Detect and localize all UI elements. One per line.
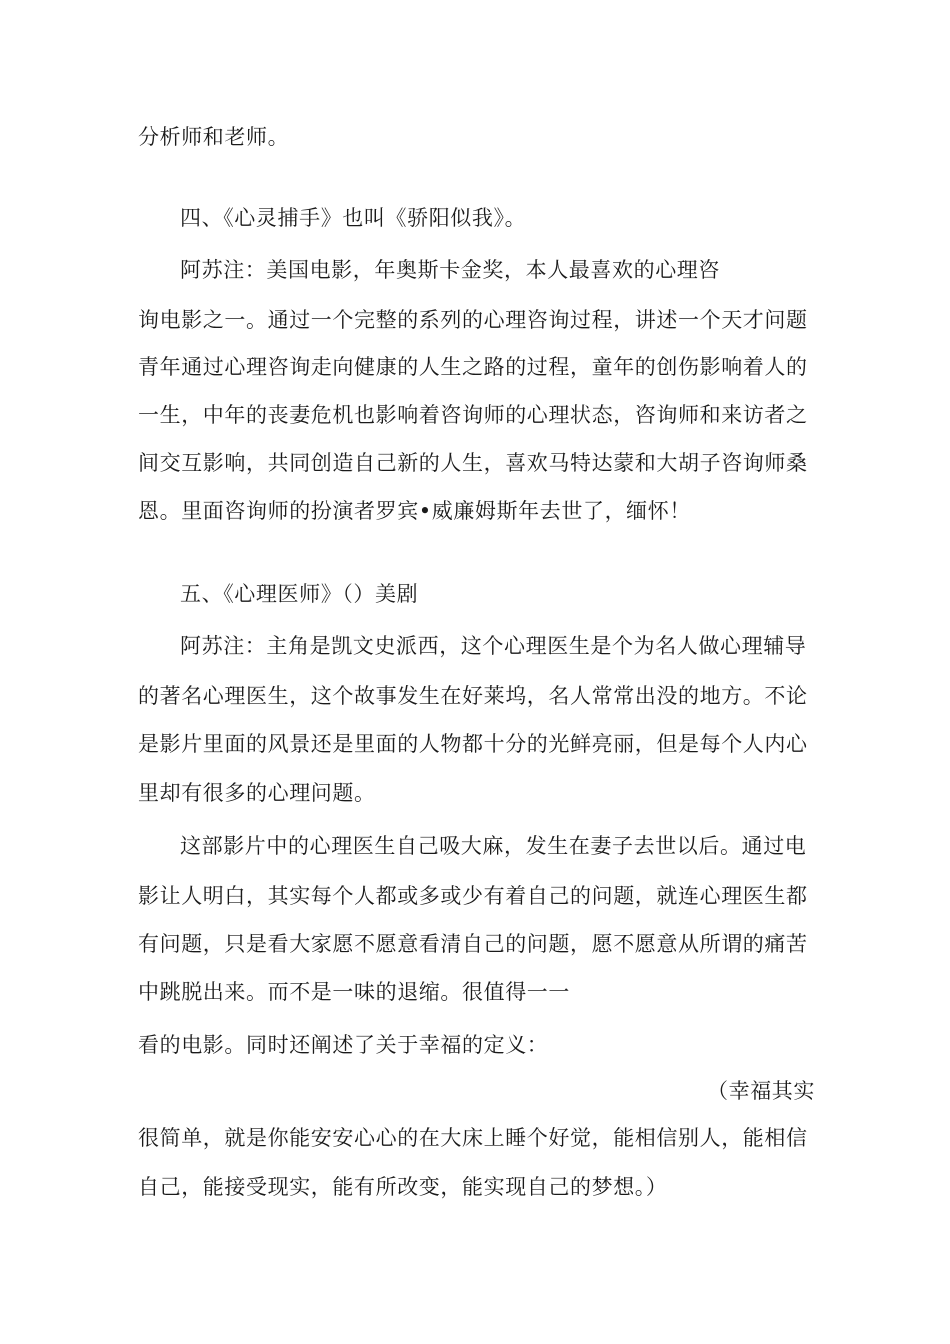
text-line: 阿苏注：主角是凯文史派西，这个心理医生是个为名人做心理辅导 <box>180 634 807 658</box>
text-line: 恩。里面咨询师的扮演者罗宾•威廉姆斯年去世了，缅怀！ <box>138 499 691 523</box>
text-line: 看的电影。同时还阐述了关于幸福的定义： <box>138 1033 549 1057</box>
section-heading: 四、《心灵捕手》也叫《骄阳似我》。 <box>180 206 527 230</box>
text-line: 里却有很多的心理问题。 <box>138 781 376 805</box>
text-line: 间交互影响，共同创造自己新的人生，喜欢马特达蒙和大胡子咨询师桑 <box>138 451 808 475</box>
text-line: 询电影之一。通过一个完整的系列的心理咨询过程，讲述一个天才问题 <box>138 308 808 332</box>
text-line: 这部影片中的心理医生自己吸大麻，发生在妻子去世以后。通过电 <box>180 834 807 858</box>
text-line: 中跳脱出来。而不是一味的退缩。很值得一一 <box>138 980 570 1004</box>
text-line: 有问题，只是看大家愿不愿意看清自己的问题，愿不愿意从所谓的痛苦 <box>138 932 808 956</box>
text-line: （幸福其实 <box>707 1079 815 1103</box>
text-line: 是影片里面的风景还是里面的人物都十分的光鲜亮丽，但是每个人内心 <box>138 732 808 756</box>
text-line: 阿苏注：美国电影，年奥斯卡金奖，本人最喜欢的心理咨 <box>180 258 720 282</box>
text-line: 自己，能接受现实，能有所改变，能实现自己的梦想。） <box>138 1175 668 1199</box>
text-line: 很简单，就是你能安安心心的在大床上睡个好觉，能相信别人，能相信 <box>138 1126 808 1150</box>
text-line: 青年通过心理咨询走向健康的人生之路的过程，童年的创伤影响着人的 <box>138 355 808 379</box>
section-heading: 五、《心理医师》（）美剧 <box>180 582 419 606</box>
text-line: 影让人明白，其实每个人都或多或少有着自己的问题，就连心理医生都 <box>138 884 808 908</box>
text-line: 的著名心理医生，这个故事发生在好莱坞，名人常常出没的地方。不论 <box>138 684 808 708</box>
text-line: 分析师和老师。 <box>138 125 290 149</box>
text-line: 一生，中年的丧妻危机也影响着咨询师的心理状态，咨询师和来访者之 <box>138 403 808 427</box>
